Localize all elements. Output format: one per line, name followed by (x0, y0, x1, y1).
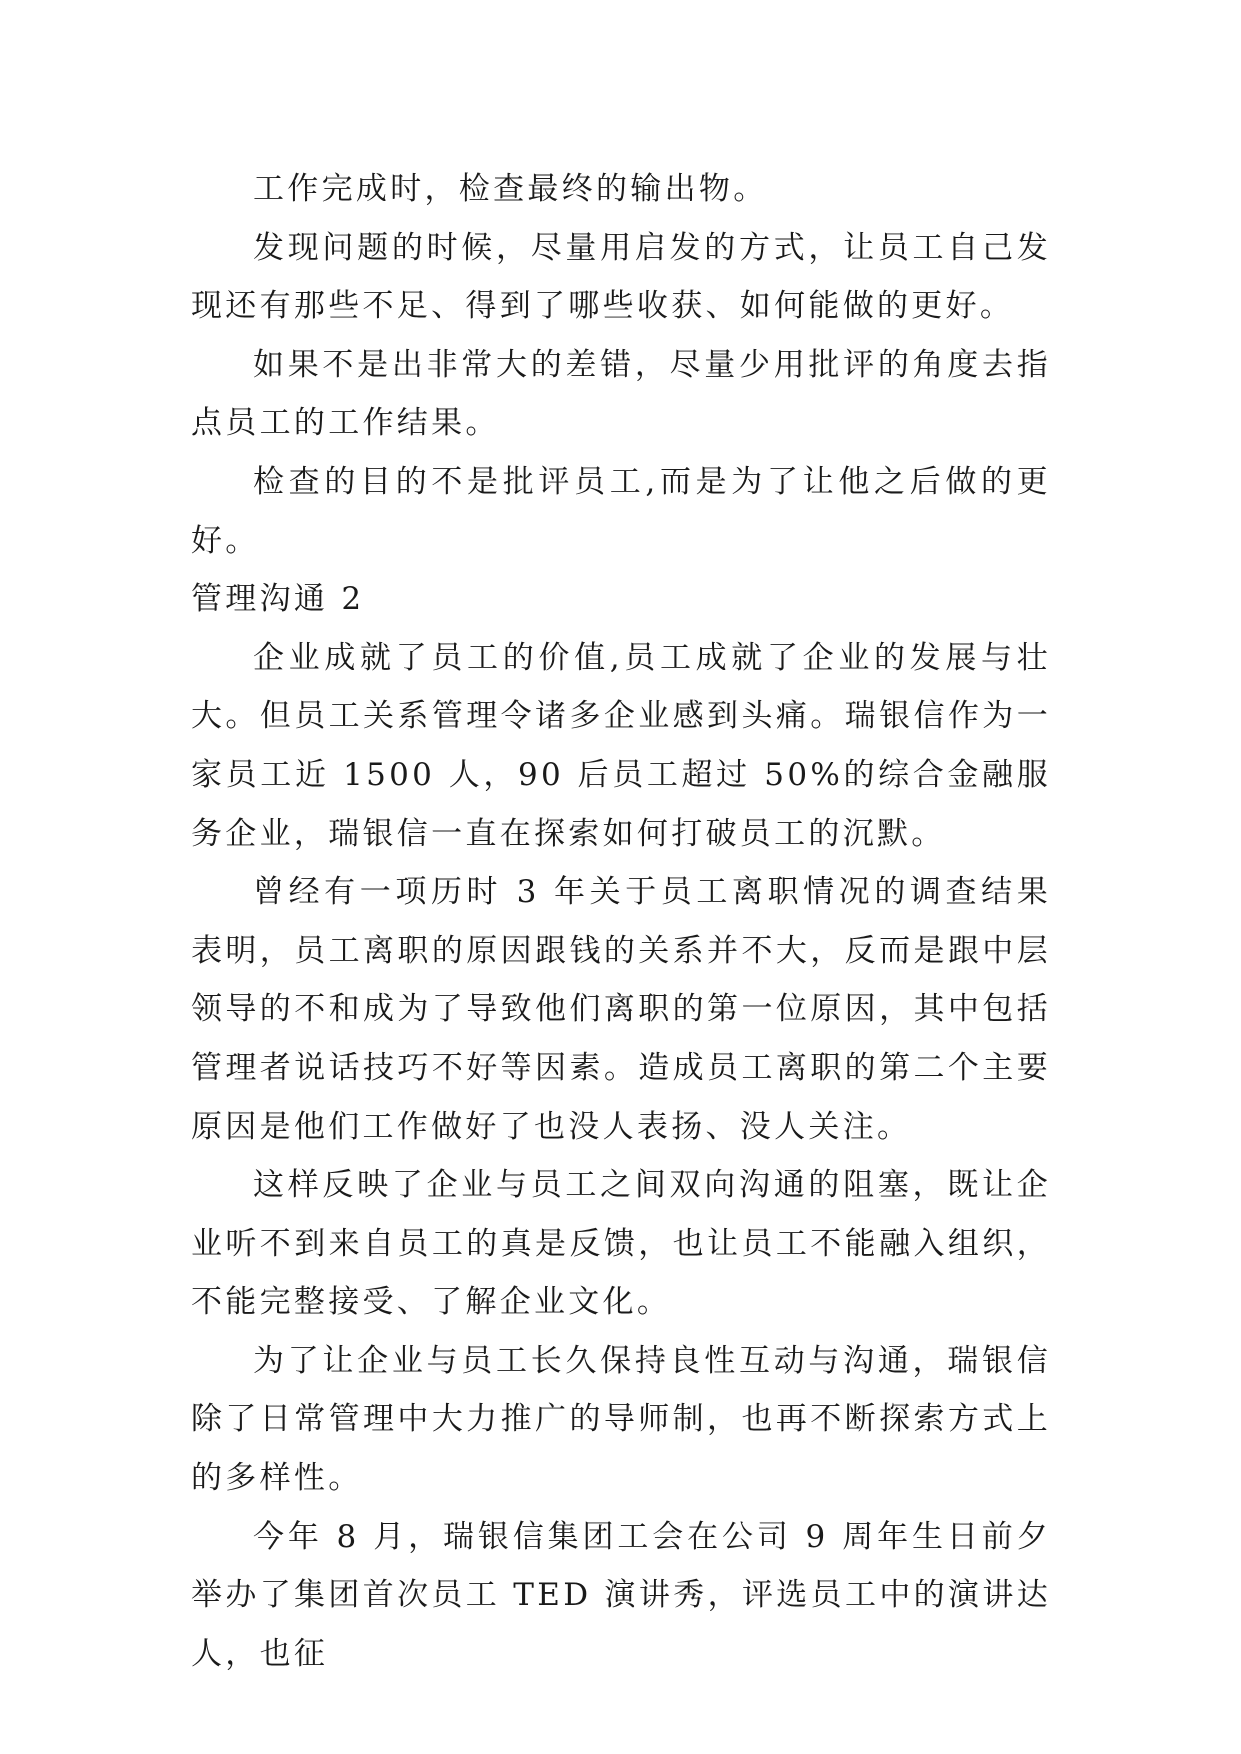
paragraph-mentorship: 为了让企业与员工长久保持良性互动与沟通，瑞银信除了日常管理中大力推广的导师制，也再不断探索方式上的多样性。 (191, 1342, 1051, 1497)
paragraph-inspire: 发现问题的时候，尽量用启发的方式，让员工自己发现还有那些不足、得到了哪些收获、如何能做的更好。 (191, 229, 1051, 325)
document-body (191, 160, 1051, 1683)
paragraph-communication-block: 这样反映了企业与员工之间双向沟通的阻塞，既让企业听不到来自员工的真是反馈，也让员工不能融入组织，不能完整接受、了解企业文化。 (191, 1167, 1051, 1321)
paragraph-check-purpose: 检查的目的不是批评员工,而是为了让他之后做的更好。 (191, 463, 1051, 559)
section-title: 管理沟通 2 (191, 581, 365, 618)
paragraph-final-check: 工作完成时，检查最终的输出物。 (253, 171, 768, 207)
paragraph-survey: 曾经有一项历时 3 年关于员工离职情况的调查结果表明，员工离职的原因跟钱的关系并不大，反而是跟中层领导的不和成为了导致他们离职的第一位原因，其中包括管理者说话技巧不好等因素。造成员工离职的第二个主要原因是他们工作做好了也没人表扬、没人关注。 (191, 874, 1051, 1145)
paragraph-employee-value: 企业成就了员工的价值,员工成就了企业的发展与壮大。但员工关系管理令诸多企业感到头痛。瑞银信作为一家员工近 1500 人，90 后员工超过 50%的综合金融服务企业，瑞银信一直在探索如何打破员工的沉默。 (191, 639, 1051, 852)
paragraph-ted-event: 今年 8 月，瑞银信集团工会在公司 9 周年生日前夕举办了集团首次员工 TED 演讲秀，评选员工中的演讲达人，也征 (191, 1518, 1051, 1672)
paragraph-less-criticism: 如果不是出非常大的差错，尽量少用批评的角度去指点员工的工作结果。 (191, 346, 1051, 442)
